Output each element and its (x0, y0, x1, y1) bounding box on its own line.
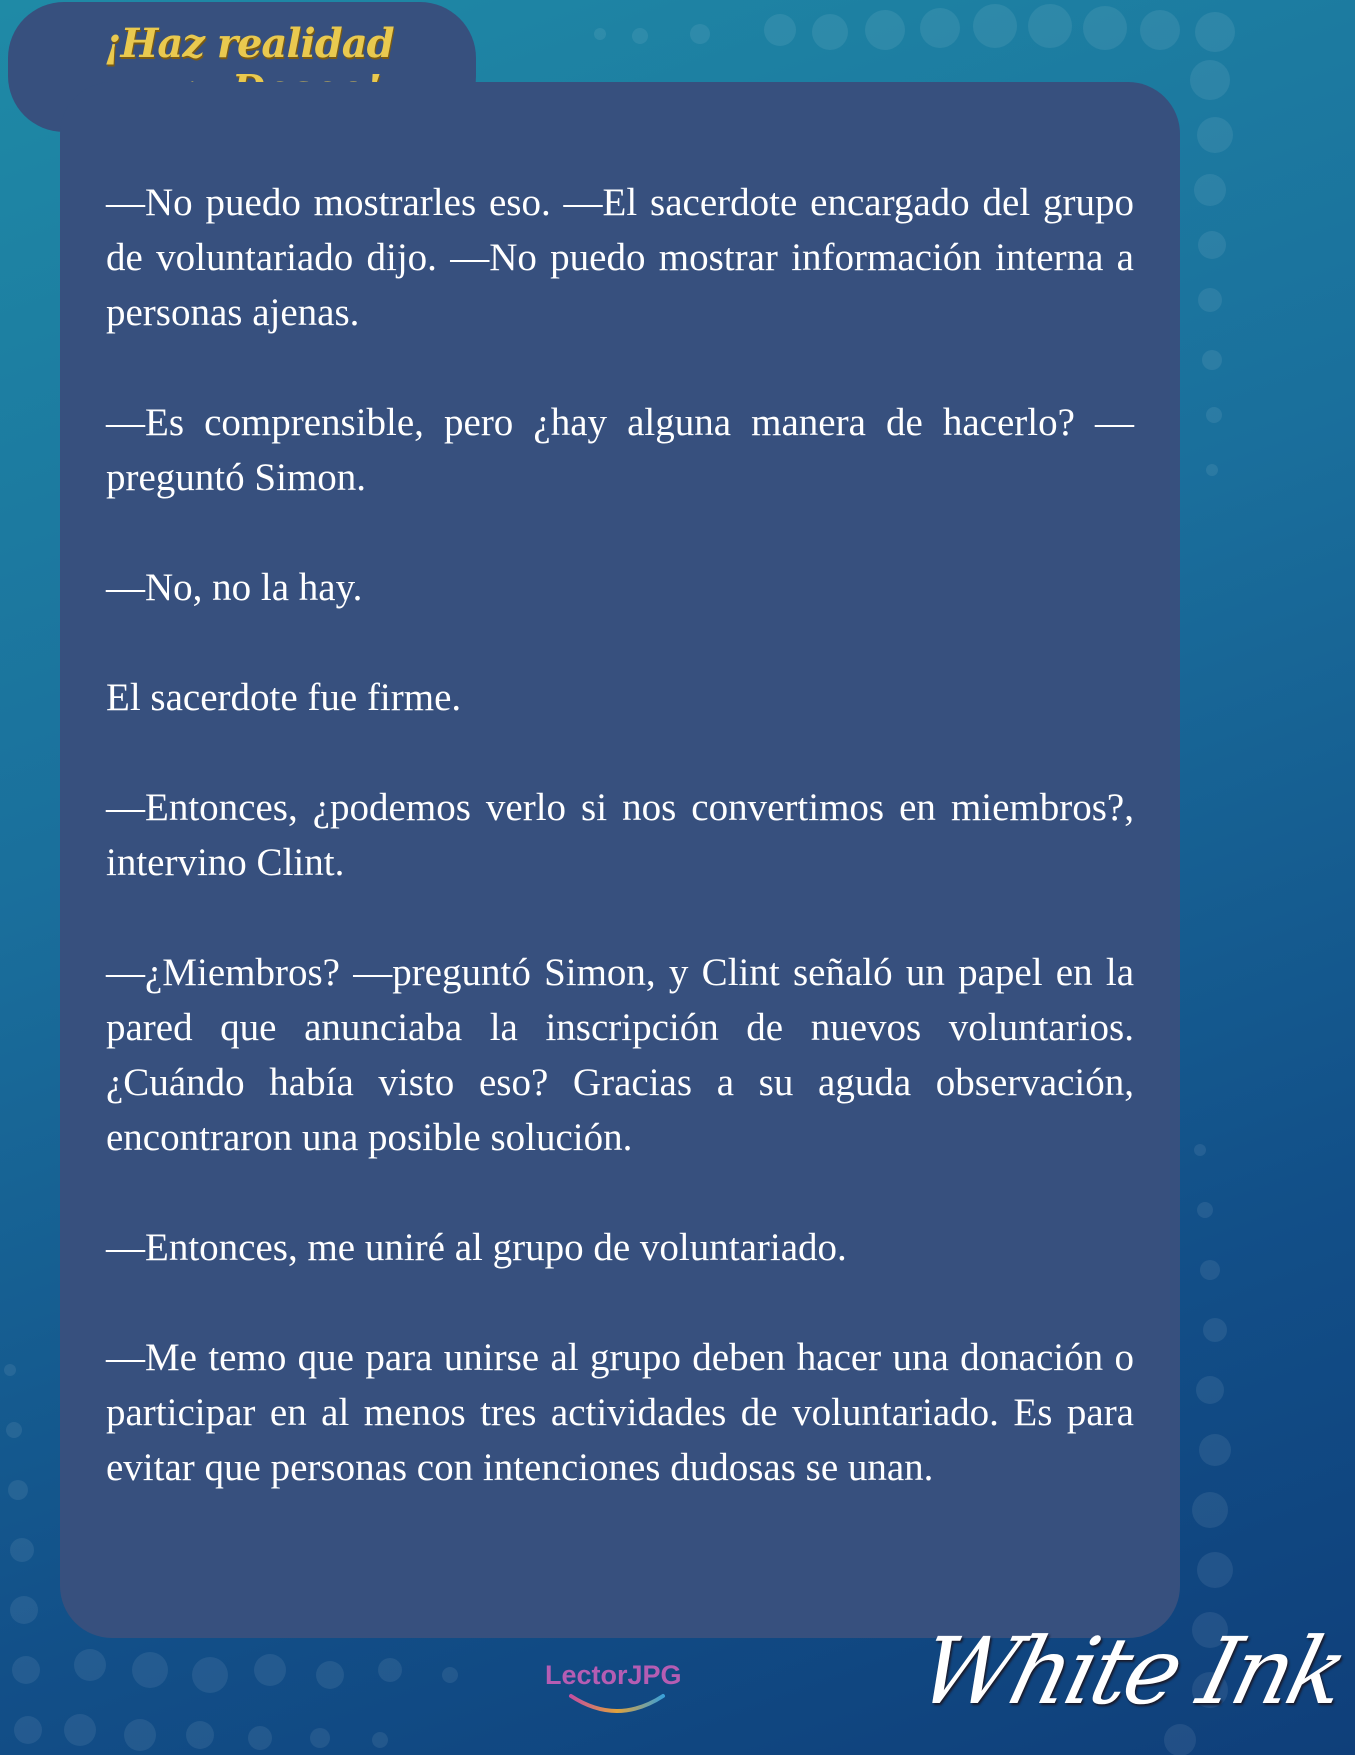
lectorjpg-logo (545, 1660, 695, 1720)
paragraph: El sacerdote fue firme. (106, 676, 462, 719)
lectorjpg-logo-text: LectorJPG (545, 1660, 682, 1690)
paragraph: —Entonces, me uniré al grupo de voluntariado. (106, 1226, 847, 1269)
paragraph: —No, no la hay. (106, 566, 363, 609)
story-text (106, 175, 1134, 1550)
paragraph: —No puedo mostrarles eso. —El sacerdote encargado del grupo de voluntariado dijo. —No puedo mostrar información interna a personas ajenas. (106, 181, 1134, 334)
white-ink-signature: White Ink (908, 1618, 1355, 1725)
paragraph: —Entonces, ¿podemos verlo si nos convertimos en miembros?, intervino Clint. (106, 786, 1134, 884)
paragraph: —¿Miembros? —preguntó Simon, y Clint señaló un papel en la pared que anunciaba la inscripción de nuevos voluntarios. ¿Cuándo había visto eso? Gracias a su aguda observación, encontraron una posible solución. (106, 951, 1134, 1159)
logo-line-1: ¡Haz realidad (104, 20, 394, 67)
paragraph: —Me temo que para unirse al grupo deben hacer una donación o participar en al menos tres actividades de voluntariado. Es para evitar que personas con intenciones dudosas se unan. (106, 1336, 1134, 1489)
smile-arc-icon (567, 1692, 667, 1716)
paragraph: —Es comprensible, pero ¿hay alguna manera de hacerlo? —preguntó Simon. (106, 401, 1134, 499)
